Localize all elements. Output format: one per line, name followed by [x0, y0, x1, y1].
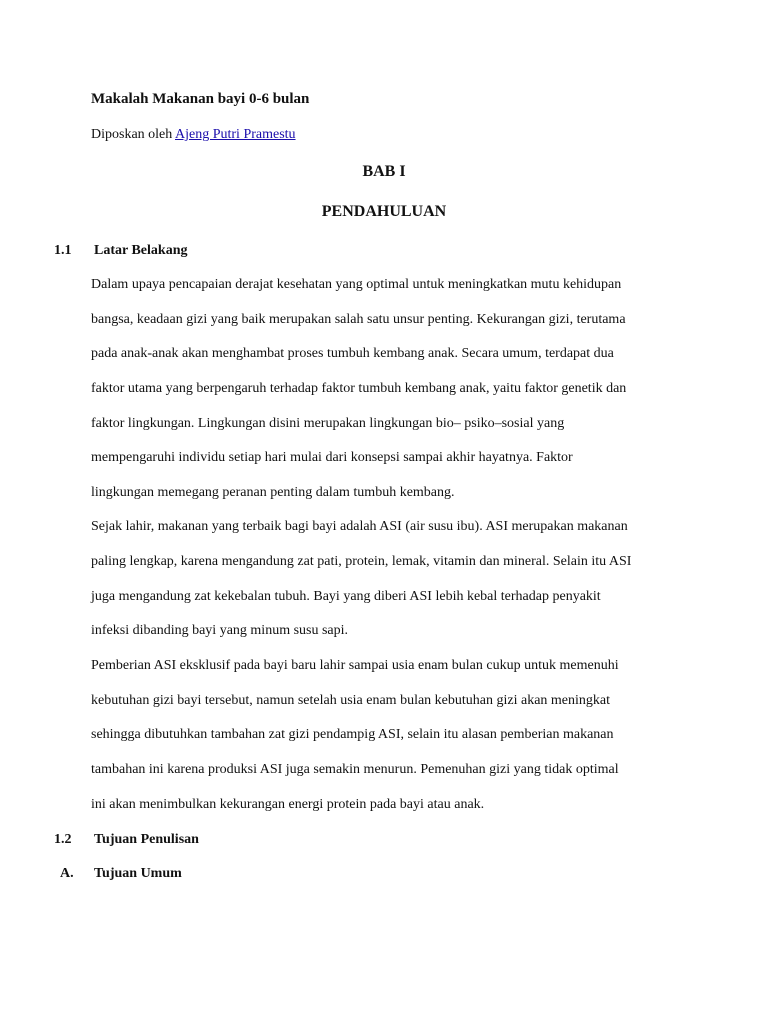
- paragraph-line: Pemberian ASI eksklusif pada bayi baru lahir sampai usia enam bulan cukup untuk memenuhi: [91, 658, 619, 673]
- paragraph-line: sehingga dibutuhkan tambahan zat gizi pendampig ASI, selain itu alasan pemberian makanan: [91, 727, 614, 742]
- paragraph-line: infeksi dibanding bayi yang minum susu sapi.: [91, 623, 349, 638]
- posted-by: [91, 127, 296, 143]
- paragraph-line: lingkungan memegang peranan penting dalam tumbuh kembang.: [91, 485, 455, 500]
- paragraph-line: juga mengandung zat kekebalan tubuh. Bayi yang diberi ASI lebih kebal terhadap penyakit: [91, 589, 601, 604]
- paragraph-line: faktor utama yang berpengaruh terhadap faktor tumbuh kembang anak, yaitu faktor genetik dan: [91, 381, 627, 396]
- subsection-a-number: A.: [60, 866, 74, 881]
- section-1-number: 1.1: [54, 243, 72, 258]
- paragraph-line: bangsa, keadaan gizi yang baik merupakan salah satu unsur penting. Kekurangan gizi, terutama: [91, 312, 626, 327]
- chapter-heading: BAB I: [362, 163, 406, 180]
- posted-by-prefix: Diposkan oleh: [91, 127, 173, 142]
- paragraph-line: ini akan menimbulkan kekurangan energi protein pada bayi atau anak.: [91, 797, 485, 812]
- document-title: Makalah Makanan bayi 0-6 bulan: [91, 91, 310, 107]
- paragraph-line: pada anak-anak akan menghambat proses tumbuh kembang anak. Secara umum, terdapat dua: [91, 346, 614, 361]
- subsection-a-title: Tujuan Umum: [94, 866, 182, 881]
- paragraph-line: Dalam upaya pencapaian derajat kesehatan yang optimal untuk meningkatkan mutu kehidupan: [91, 277, 622, 292]
- paragraph-line: mempengaruhi individu setiap hari mulai dari konsepsi sampai akhir hayatnya. Faktor: [91, 450, 573, 465]
- paragraph-line: paling lengkap, karena mengandung zat pati, protein, lemak, vitamin dan mineral. Selain itu ASI: [91, 554, 632, 569]
- section-1-title: Latar Belakang: [94, 243, 188, 258]
- author-link[interactable]: Ajeng Putri Pramestu: [175, 127, 296, 142]
- paragraph-line: tambahan ini karena produksi ASI juga semakin menurun. Pemenuhan gizi yang tidak optimal: [91, 762, 619, 777]
- paragraph-line: Sejak lahir, makanan yang terbaik bagi bayi adalah ASI (air susu ibu). ASI merupakan makanan: [91, 519, 628, 534]
- section-2-title: Tujuan Penulisan: [94, 832, 199, 847]
- section-2-number: 1.2: [54, 832, 72, 847]
- paragraph-line: kebutuhan gizi bayi tersebut, namun setelah usia enam bulan kebutuhan gizi akan meningkat: [91, 693, 611, 708]
- chapter-title: PENDAHULUAN: [321, 203, 447, 220]
- paragraph-line: faktor lingkungan. Lingkungan disini merupakan lingkungan bio– psiko–sosial yang: [91, 416, 565, 431]
